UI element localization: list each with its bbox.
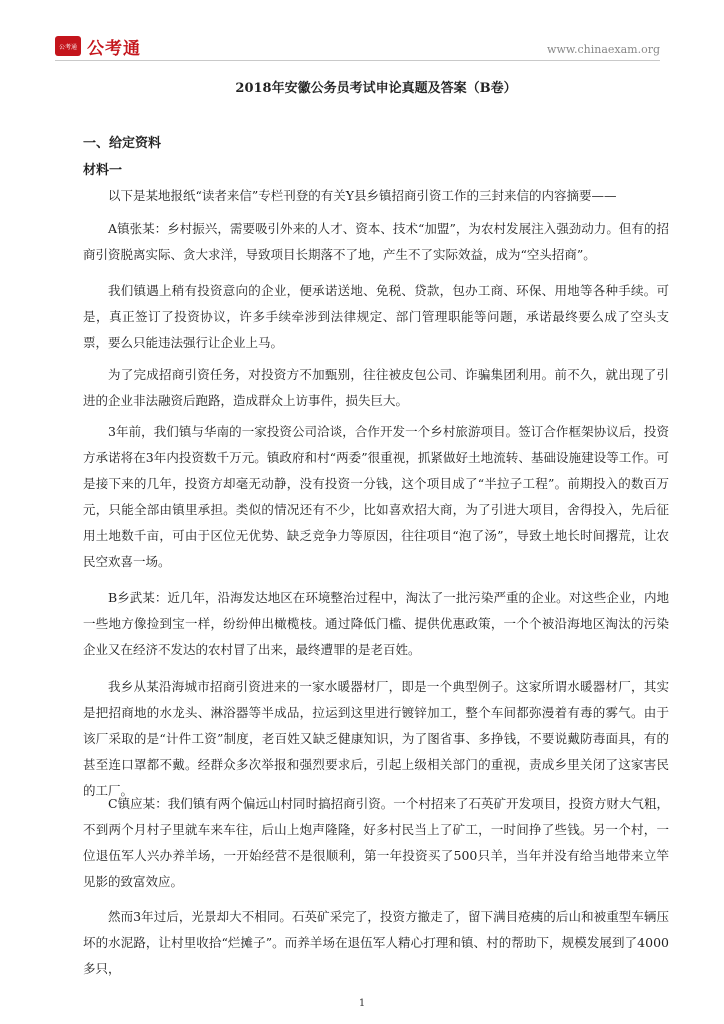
logo-text: 公考通 <box>87 38 141 59</box>
paragraph: 我们镇遇上稍有投资意向的企业，便承诺送地、免税、贷款，包办工商、环保、用地等各种手续。可是，真正签订了投资协议，许多手续牵涉到法律规定、部门管理职能等问题，承诺最终要么成了空头支票，要么只能违法强行让企业上马。 <box>83 283 669 350</box>
paragraph: A镇张某：乡村振兴，需要吸引外来的人才、资本、技术“加盟”，为农村发展注入强劲动力。但有的招商引资脱离实际、贪大求洋，导致项目长期落不了地，产生不了实际效益，成为“空头招商”。 <box>83 221 669 262</box>
page-header <box>0 0 724 60</box>
page-number: 1 <box>358 998 366 1009</box>
material-heading: 材料一 <box>83 163 123 178</box>
paragraph: 我乡从某沿海城市招商引资进来的一家水暖器材厂，即是一个典型例子。这家所谓水暖器材厂，其实是把招商地的水龙头、淋浴器等半成品，拉运到这里进行镀锌加工，整个车间都弥漫着有毒的雾气。由于该厂采取的是“计件工资”制度，老百姓又缺乏健康知识，为了图省事、多挣钱，不要说戴防毒面具，有的甚至连口罩都不戴。经群众多次举报和强烈要求后，引起上级相关部门的重视，责成乡里关闭了这家害民的工厂。 <box>83 679 669 798</box>
paragraph: 为了完成招商引资任务，对投资方不加甄别，往往被皮包公司、诈骗集团利用。前不久，就出现了引进的企业非法融资后跑路，造成群众上访事件，损失巨大。 <box>83 367 669 408</box>
paragraph: 然而3年过后，光景却大不相同。石英矿采完了，投资方撤走了，留下满目疮痍的后山和被重型车辆压坏的水泥路，让村里收拾“烂摊子”。而养羊场在退伍军人精心打理和镇、村的帮助下，规模发展到了4000多只， <box>83 909 669 976</box>
site-url[interactable]: www.chinaexam.org <box>547 43 660 56</box>
header-divider <box>55 60 660 61</box>
document-title: 2018年安徽公务员考试申论真题及答案（B卷） <box>235 81 517 96</box>
logo[interactable] <box>55 35 141 57</box>
logo-badge: 公考通 <box>55 36 81 56</box>
section-heading: 一、给定资料 <box>83 136 162 151</box>
paragraph: C镇应某：我们镇有两个偏远山村同时搞招商引资。一个村招来了石英矿开发项目，投资方财大气粗，不到两个月村子里就车来车往，后山上炮声隆隆，好多村民当上了矿工，一时间挣了些钱。另一个村，一位退伍军人兴办养羊场，一开始经营不是很顺利，第一年投资买了500只羊，当年并没有给当地带来立竿见影的致富效应。 <box>83 796 669 889</box>
paragraph: B乡武某：近几年，沿海发达地区在环境整治过程中，淘汰了一批污染严重的企业。对这些企业，内地一些地方像捡到宝一样，纷纷伸出橄榄枝。通过降低门槛、提供优惠政策，一个个被沿海地区淘汰的污染企业又在经济不发达的农村冒了出来，最终遭罪的是老百姓。 <box>83 590 669 657</box>
paragraph: 3年前，我们镇与华南的一家投资公司洽谈，合作开发一个乡村旅游项目。签订合作框架协议后，投资方承诺将在3年内投资数千万元。镇政府和村“两委”很重视，抓紧做好土地流转、基础设施建设等工作。可是接下来的几年，投资方却毫无动静，没有投资一分钱，这个项目成了“半拉子工程”。前期投入的数百万元，只能全部由镇里承担。类似的情况还有不少，比如喜欢招大商，为了引进大项目，舍得投入，先后征用土地数千亩，可由于区位无优势、缺乏竞争力等原因，往往项目“泡了汤”，导致土地长时间撂荒，让农民空欢喜一场。 <box>83 424 669 569</box>
paragraph: 以下是某地报纸“读者来信”专栏刊登的有关Y县乡镇招商引资工作的三封来信的内容摘要—— <box>108 188 617 203</box>
